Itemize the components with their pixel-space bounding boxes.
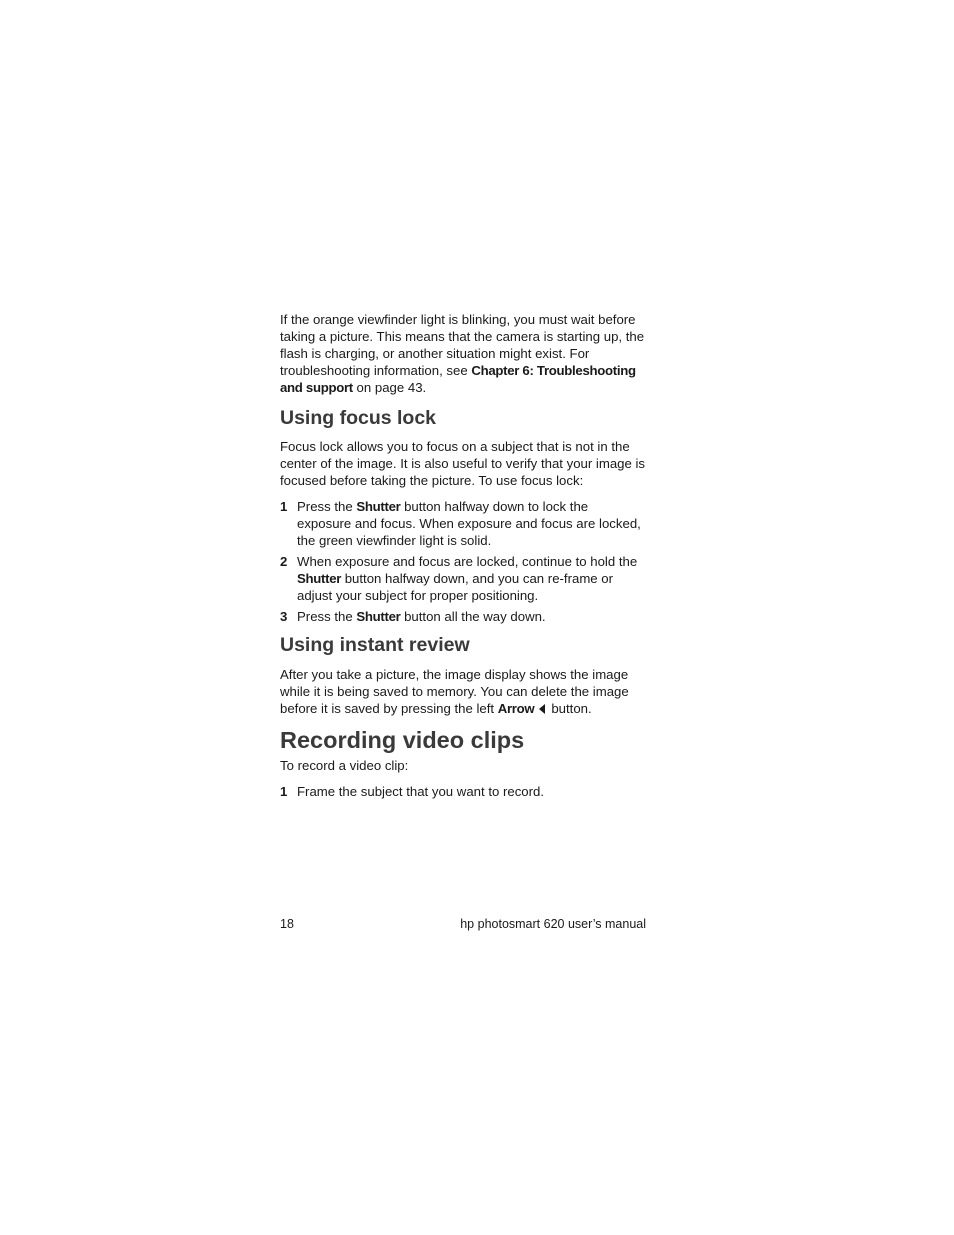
step-text: When exposure and focus are locked, continue to hold the (297, 554, 638, 569)
review-text: After you take a picture, the image display shows the image while it is being saved to memory. You can delete the image before it is saved by pressing the left (280, 667, 629, 716)
video-intro: To record a video clip: (280, 758, 409, 773)
list-item (280, 553, 646, 604)
video-clips-heading: Recording video clips (280, 727, 525, 753)
shutter-button-label: Shutter (297, 571, 342, 586)
focus-lock-body: Focus lock allows you to focus on a subject that is not in the center of the image. It is also useful to verify that your image is focused before taking the picture. To use focus lock: (280, 439, 646, 488)
shutter-button-label: Shutter (356, 609, 401, 624)
manual-title: hp photosmart 620 user’s manual (460, 917, 646, 931)
page-content (280, 311, 646, 800)
focus-lock-heading: Using focus lock (280, 407, 437, 429)
intro-paragraph (280, 311, 646, 396)
arrow-button-label: Arrow (497, 701, 535, 716)
list-item (280, 498, 646, 549)
step-text-end: button halfway down to lock the exposure and focus. When exposure and focus are locked, the green viewfinder light is solid. (297, 499, 641, 548)
chapter-6-link[interactable]: Chapter 6: Troubleshooting and support (280, 363, 636, 395)
review-text-end: button. (551, 701, 592, 716)
step-number: 1 (280, 499, 288, 514)
focus-lock-steps (280, 498, 646, 625)
step-text: Press the (297, 499, 357, 514)
step-number: 3 (280, 609, 288, 624)
instant-review-body (280, 666, 646, 717)
step-number: 2 (280, 554, 288, 569)
page-number: 18 (280, 917, 294, 931)
step-text-end: button halfway down, and you can re-frame or adjust your subject for proper positioning. (297, 571, 614, 603)
page-footer (280, 915, 646, 933)
intro-text-end: on page 43. (352, 380, 427, 395)
left-arrow-icon (539, 704, 545, 714)
step-number: 1 (280, 784, 288, 799)
list-item (280, 783, 646, 800)
step-text: Press the (297, 609, 357, 624)
step-text-end: button all the way down. (400, 609, 546, 624)
list-item (280, 608, 646, 625)
step-text: Frame the subject that you want to record. (297, 784, 545, 799)
video-steps (280, 783, 646, 800)
intro-text: If the orange viewfinder light is blinking, you must wait before taking a picture. This means that the camera is starting up, the flash is charging, or another situation might exist. For troubleshooting information, see (280, 312, 645, 378)
instant-review-heading: Using instant review (280, 634, 470, 656)
shutter-button-label: Shutter (356, 499, 401, 514)
